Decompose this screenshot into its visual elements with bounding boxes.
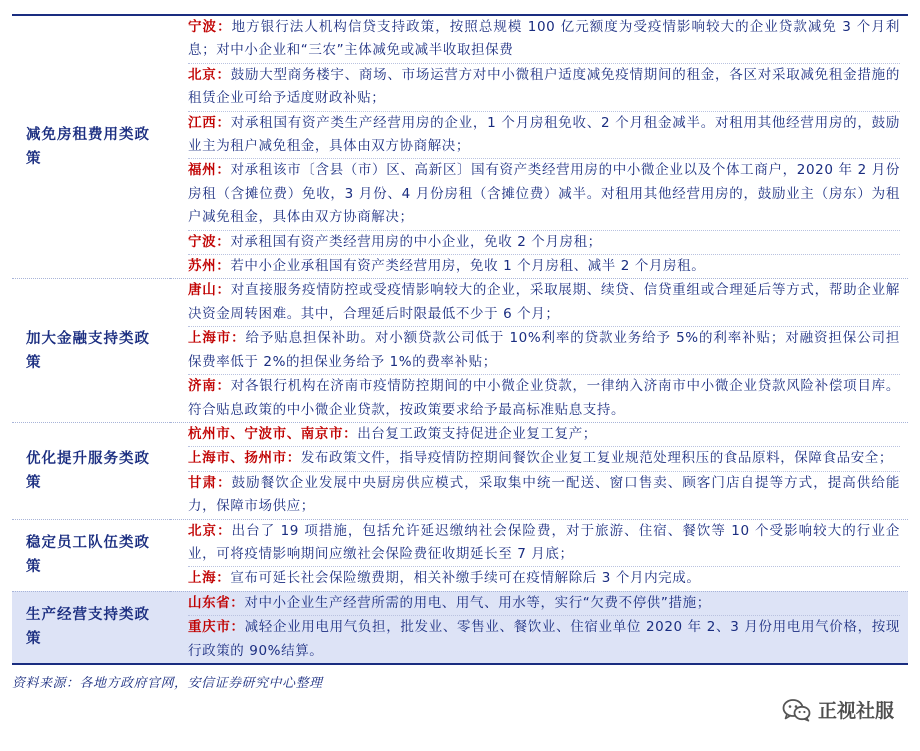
- policy-item: [188, 158, 900, 229]
- policy-text: 给予贴息担保补助。对小额贷款公司低于 10%利率的贷款业务给予 5%的利率补贴；对融资担保公司担保费率低于 2%的担保业务给予 1%的费率补贴；: [188, 330, 900, 370]
- region-label: 唐山：: [188, 282, 231, 299]
- policy-item: [188, 279, 900, 326]
- policy-text: 对中小企业生产经营所需的用电、用气、用水等，实行“欠费不停供”措施；: [244, 594, 711, 611]
- category-label: 加大金融支持类政策: [12, 279, 170, 422]
- category-label: 生产经营支持类政策: [12, 591, 170, 664]
- watermark-label: 正视社服: [817, 700, 894, 722]
- policy-item: [188, 566, 900, 590]
- region-label: 北京：: [188, 66, 231, 83]
- region-label: 杭州市、宁波市、南京市：: [188, 425, 358, 442]
- policy-item: [188, 63, 900, 111]
- watermark: [782, 696, 894, 723]
- policy-items: [170, 591, 908, 664]
- policy-item: [188, 111, 900, 159]
- policy-row: [12, 422, 908, 519]
- category-label: 稳定员工队伍类政策: [12, 519, 170, 591]
- policy-text: 鼓励餐饮企业发展中央厨房供应模式，采取集中统一配送、窗口售卖、顾客门店自提等方式，提高供给能力，保障市场供应；: [188, 474, 900, 515]
- policy-row: [12, 15, 908, 279]
- policy-text: 对直接服务疫情防控或受疫情影响较大的企业，采取展期、续贷、信贷重组或合理延后等方式，帮助企业解决资金周转困难。其中，合理延后时限最低不少于 6 个月；: [188, 282, 900, 322]
- policy-item: [188, 16, 900, 63]
- policy-text: 出台复工政策支持促进企业复工复产；: [357, 425, 597, 442]
- policy-items: [170, 519, 908, 591]
- category-label: 优化提升服务类政策: [12, 422, 170, 519]
- region-label: 北京：: [188, 522, 232, 539]
- policy-text: 若中小企业承租国有资产类经营用房，免收 1 个月房租、减半 2 个月房租。: [230, 258, 706, 275]
- policy-item: [188, 471, 900, 519]
- region-label: 江西：: [188, 114, 231, 131]
- policy-row: [12, 591, 908, 664]
- policy-table: [12, 14, 908, 665]
- region-label: 重庆市：: [188, 619, 245, 636]
- policy-item: [188, 326, 900, 374]
- policy-items: [170, 422, 908, 519]
- policy-text: 地方银行法人机构信贷支持政策，按照总规模 100 亿元额度为受疫情影响较大的企业贷款减免 3 个月利息；对中小企业和“三农”主体减免或减半收取担保费: [188, 19, 900, 59]
- policy-item: [188, 254, 900, 278]
- region-label: 福州：: [188, 162, 231, 179]
- policy-text: 出台了 19 项措施，包括允许延迟缴纳社会保险费，对于旅游、住宿、餐饮等 10 个受影响较大的行业企业，可将疫情影响期间应缴社会保险费征收期延长至 7 月底；: [188, 522, 900, 562]
- policy-text: 发布政策文件，指导疫情防控期间餐饮企业复工复业规范处理积压的食品原料，保障食品安全；: [300, 450, 894, 467]
- policy-items: [170, 15, 908, 279]
- policy-row: [12, 279, 908, 422]
- region-label: 济南：: [188, 378, 231, 395]
- region-label: 苏州：: [188, 258, 231, 275]
- region-label: 上海市：: [188, 330, 246, 347]
- policy-table-body: [12, 15, 908, 664]
- region-label: 上海：: [188, 570, 231, 587]
- policy-text: 鼓励大型商务楼宇、商场、市场运营方对中小微租户适度减免疫情期间的租金，各区对采取减免租金措施的租赁企业可给予适度财政补贴；: [188, 66, 900, 107]
- policy-text: 宣布可延长社会保险缴费期，相关补缴手续可在疫情解除后 3 个月内完成。: [230, 570, 701, 587]
- policy-row: [12, 519, 908, 591]
- region-label: 宁波：: [188, 19, 232, 35]
- region-label: 甘肃：: [188, 474, 232, 491]
- policy-item: [188, 446, 900, 470]
- region-label: 上海市、扬州市：: [188, 450, 301, 467]
- policy-item: [188, 230, 900, 254]
- policy-item: [188, 615, 900, 663]
- region-label: 山东省：: [188, 594, 245, 611]
- policy-text: 对承租国有资产类生产经营用房的企业，1 个月房租免收、2 个月租金减半。对租用其他经营用房的，鼓励业主为租户减免租金，具体由双方协商解决；: [188, 114, 900, 155]
- wechat-icon: [782, 698, 812, 722]
- policy-items: [170, 279, 908, 422]
- policy-item: [188, 592, 900, 615]
- source-note: 资料来源：各地方政府官网，安信证券研究中心整理: [12, 675, 323, 691]
- policy-text: 对承租该市〔含县（市）区、高新区〕国有资产类经营用房的中小微企业以及个体工商户，2020 年 2 月份房租（含摊位费）免收，3 月份、4 月份房租（含摊位费）减半。对租用其他经营用房的，鼓励业主（房东）为租户减免租金，具体由双方协商解决；: [188, 162, 900, 226]
- policy-text: 对各银行机构在济南市疫情防控期间的中小微企业贷款，一律纳入济南市中小微企业贷款风险补偿项目库。符合贴息政策的中小微企业贷款，按政策要求给予最高标准贴息支持。: [188, 378, 900, 418]
- policy-item: [188, 374, 900, 422]
- category-label: 减免房租费用类政策: [12, 15, 170, 279]
- policy-text: 减轻企业用电用气负担，批发业、零售业、餐饮业、住宿业单位 2020 年 2、3 月份用电用气价格，按现行政策的 90%结算。: [188, 619, 900, 659]
- policy-item: [188, 423, 900, 446]
- policy-item: [188, 520, 900, 567]
- region-label: 宁波：: [188, 233, 231, 250]
- policy-text: 对承租国有资产类经营用房的中小企业，免收 2 个月房租；: [230, 233, 602, 250]
